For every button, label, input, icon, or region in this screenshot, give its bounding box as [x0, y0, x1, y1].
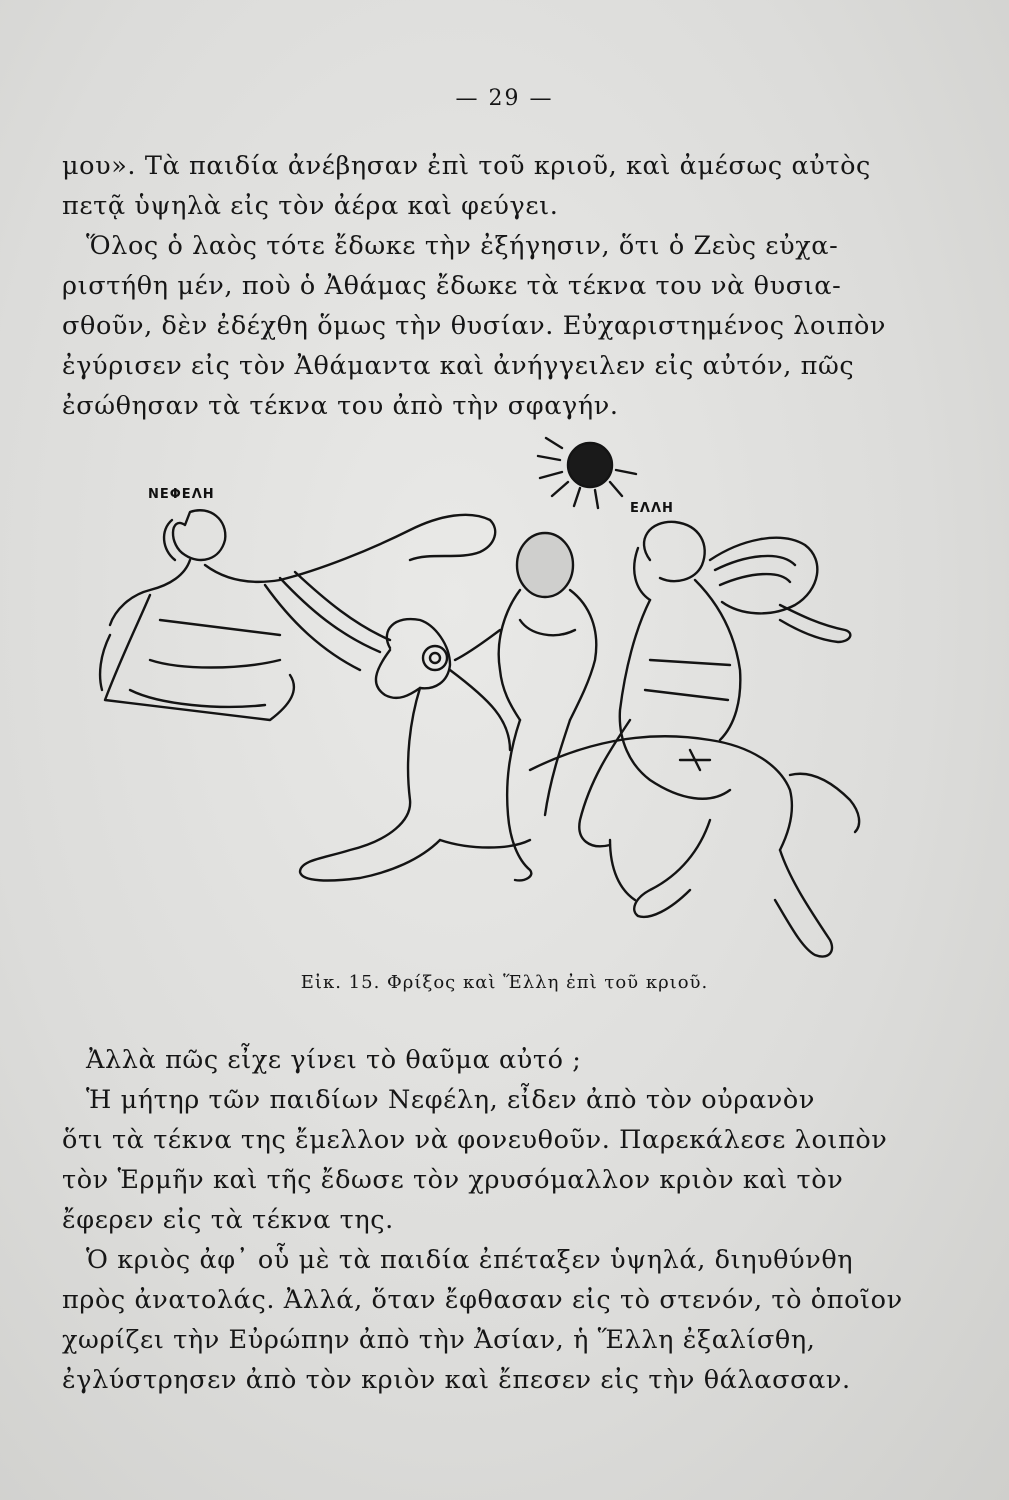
page-number: — 29 — — [455, 86, 554, 111]
text-line: Ὅλος ὁ λαὸς τότε ἔδωκε τὴν ἐξήγησιν, ὅτι ὁ Ζεὺς εὐχα- — [86, 231, 839, 261]
text-line: χωρίζει τὴν Εὐρώπην ἀπὸ τὴν Ἀσίαν, ἡ Ἕλλη ἐξαλίσθη, — [62, 1325, 816, 1355]
text-line: τὸν Ἑρμῆν καὶ τῆς ἔδωσε τὸν χρυσόμαλλον κριὸν καὶ τὸν — [62, 1165, 844, 1195]
figure-label-nephele: ΝΕΦΕΛΗ — [148, 487, 215, 502]
text-line: ἐγύρισεν εἰς τὸν Ἀθάμαντα καὶ ἀνήγγειλεν εἰς αὐτόν, πῶς — [62, 351, 855, 381]
figure-label-helle: ΕΛΛΗ — [630, 501, 674, 516]
phrixus-helle-ram-drawing — [90, 420, 870, 980]
text-line: σθοῦν, δὲν ἐδέχθη ὅμως τὴν θυσίαν. Εὐχαριστημένος λοιπὸν — [62, 311, 887, 341]
figure-caption: Εἰκ. 15. Φρίξος καὶ Ἕλλη ἐπὶ τοῦ κριοῦ. — [300, 972, 709, 993]
phrixus-figure — [455, 533, 596, 880]
text-line: Ὁ κριὸς ἀφ᾽ οὗ μὲ τὰ παιδία ἐπέταξεν ὑψηλά, διηυθύνθη — [86, 1245, 854, 1275]
text-paragraph-bottom — [62, 1040, 942, 1400]
text-line: Ἀλλὰ πῶς εἶχε γίνει τὸ θαῦμα αὐτό ; — [86, 1045, 582, 1075]
text-line: πρὸς ἀνατολάς. Ἀλλά, ὅταν ἔφθασαν εἰς τὸ στενόν, τὸ ὁποῖον — [62, 1285, 903, 1315]
nephele-figure — [100, 510, 495, 720]
text-line: ἔφερεν εἰς τὰ τέκνα της. — [62, 1205, 394, 1235]
text-line: Ἡ μήτηρ τῶν παιδίων Νεφέλη, εἶδεν ἀπὸ τὸν οὐρανὸν — [86, 1085, 815, 1115]
text-line: πετᾷ ὑψηλὰ εἰς τὸν ἀέρα καὶ φεύγει. — [62, 191, 559, 221]
helle-figure — [579, 522, 850, 846]
text-line: μου». Τὰ παιδία ἀνέβησαν ἐπὶ τοῦ κριοῦ, καὶ ἀμέσως αὐτὸς — [62, 151, 871, 181]
figure-illustration — [90, 420, 870, 980]
sun-drawing — [538, 438, 636, 508]
text-line: ὅτι τὰ τέκνα της ἔμελλον νὰ φονευθοῦν. Παρεκάλεσε λοιπὸν — [62, 1125, 888, 1155]
text-line: ριστήθη μέν, ποὺ ὁ Ἀθάμας ἔδωκε τὰ τέκνα του νὰ θυσια- — [62, 271, 842, 301]
text-line: ἐσώθησαν τὰ τέκνα του ἀπὸ τὴν σφαγήν. — [62, 391, 619, 421]
text-paragraph-top — [62, 146, 942, 426]
text-line: ἐγλύστρησεν ἀπὸ τὸν κριὸν καὶ ἔπεσεν εἰς τὴν θάλασσαν. — [62, 1365, 851, 1395]
ram-drawing — [300, 619, 859, 956]
